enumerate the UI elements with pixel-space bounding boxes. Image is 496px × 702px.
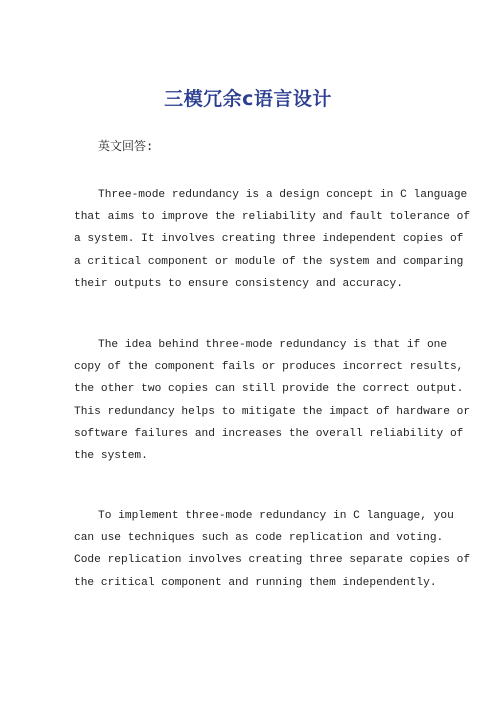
paragraph-line: copy of the component fails or produces incorrect results,	[74, 361, 464, 374]
paragraph-line: Three-mode redundancy is a design concept in C language	[98, 189, 468, 201]
paragraph-line: To implement three-mode redundancy in C language, you	[98, 510, 454, 522]
paragraph-line: the critical component and running them independently.	[74, 576, 437, 589]
paragraph-line: the other two copies can still provide the correct output.	[74, 383, 464, 396]
paragraph-line: Code replication involves creating three separate copies of	[74, 554, 471, 567]
section-heading-english-answer: 英文回答:	[98, 139, 154, 153]
paragraph-line: a critical component or module of the system and comparing	[74, 255, 464, 268]
paragraph-line: software failures and increases the overall reliability of	[74, 427, 464, 440]
paragraph-line: that aims to improve the reliability and fault tolerance of	[74, 211, 471, 224]
paragraph-2	[74, 334, 471, 467]
document-title: 三模冗余c语言设计	[164, 88, 332, 110]
paragraph-1	[74, 184, 471, 295]
paragraph-3	[74, 505, 471, 594]
paragraph-line: a system. It involves creating three independent copies of	[74, 233, 464, 246]
paragraph-line: This redundancy helps to mitigate the impact of hardware or	[74, 405, 471, 418]
paragraph-line: their outputs to ensure consistency and accuracy.	[74, 277, 403, 290]
paragraph-line: can use techniques such as code replication and voting.	[74, 532, 444, 545]
paragraph-line: the system.	[74, 450, 148, 463]
paragraph-line: The idea behind three-mode redundancy is that if one	[98, 339, 448, 351]
